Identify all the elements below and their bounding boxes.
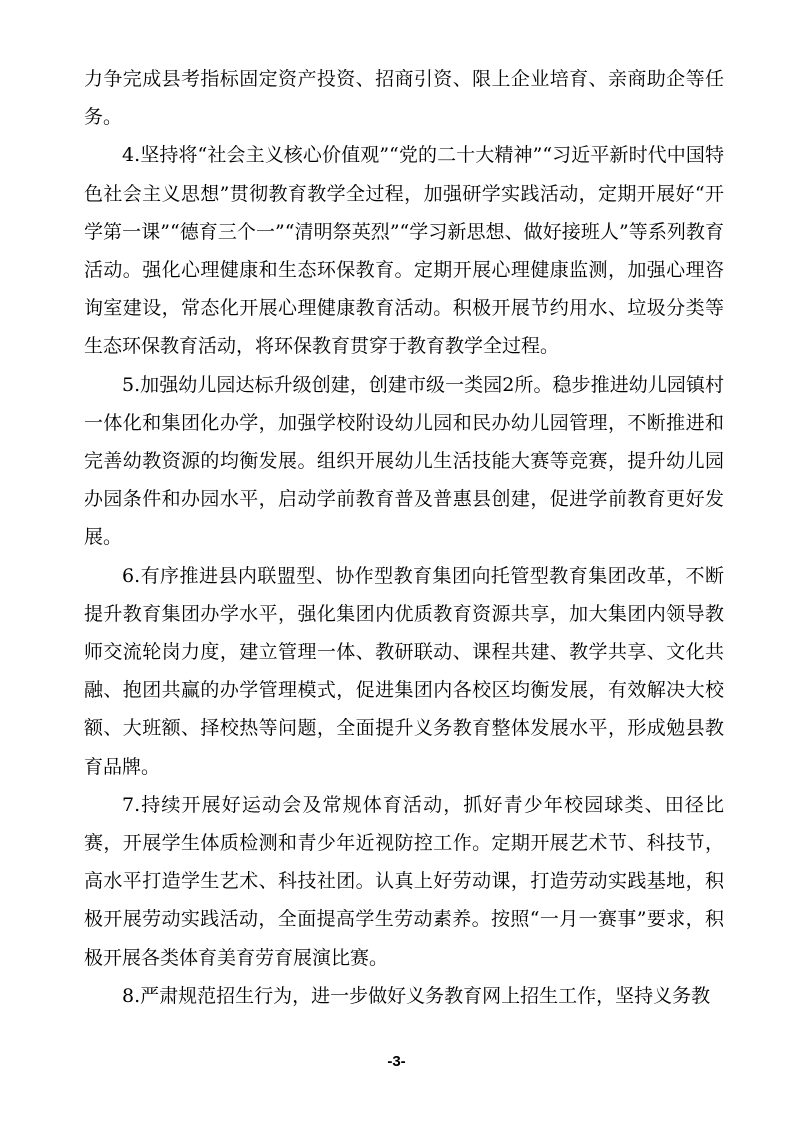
paragraph-item-5: 5.加强幼儿园达标升级创建，创建市级一类园2所。稳步推进幼儿园镇村一体化和集团化办学，加强学校附设幼儿园和民办幼儿园管理，不断推进和完善幼教资源的均衡发展。组织开展幼儿生活技能大赛等竞赛，提升幼儿园办园条件和办园水平，启动学前教育普及普惠县创建，促进学前教育更好发展。 xyxy=(84,373,724,549)
document-body xyxy=(84,60,724,1015)
paragraph-item-7: 7.持续开展好运动会及常规体育活动，抓好青少年校园球类、田径比赛，开展学生体质检测和青少年近视防控工作。定期开展艺术节、科技节，高水平打造学生艺术、科技社团。认真上好劳动课，打造劳动实践基地，积极开展劳动实践活动，全面提高学生劳动素养。按照“一月一赛事”要求，积极开展各类体育美育劳育展演比赛。 xyxy=(84,793,724,969)
paragraph-item-8: 8.严肃规范招生行为，进一步做好义务教育网上招生工作，坚持义务教 xyxy=(122,984,711,1007)
page-number: -3- xyxy=(387,1053,406,1070)
paragraph-item-6: 6.有序推进县内联盟型、协作型教育集团向托管型教育集团改革，不断提升教育集团办学水平，强化集团内优质教育资源共享，加大集团内领导教师交流轮岗力度，建立管理一体、教研联动、课程共建、教学共享、文化共融、抱团共赢的办学管理模式，促进集团内各校区均衡发展，有效解决大校额、大班额、择校热等问题，全面提升义务教育整体发展水平，形成勉县教育品牌。 xyxy=(84,564,724,778)
paragraph-continuation: 力争完成县考指标固定资产投资、招商引资、限上企业培育、亲商助企等任务。 xyxy=(84,68,724,129)
paragraph-item-4: 4.坚持将“社会主义核心价值观”“党的二十大精神”“习近平新时代中国特色社会主义思想”贯彻教育教学全过程，加强研学实践活动，定期开展好“开学第一课”“德育三个一”“清明祭英烈”“学习新思想、做好接班人”等系列教育活动。强化心理健康和生态环保教育。定期开展心理健康监测，加强心理咨询室建设，常态化开展心理健康教育活动。积极开展节约用水、垃圾分类等生态环保教育活动，将环保教育贯穿于教育教学全过程。 xyxy=(84,144,724,358)
